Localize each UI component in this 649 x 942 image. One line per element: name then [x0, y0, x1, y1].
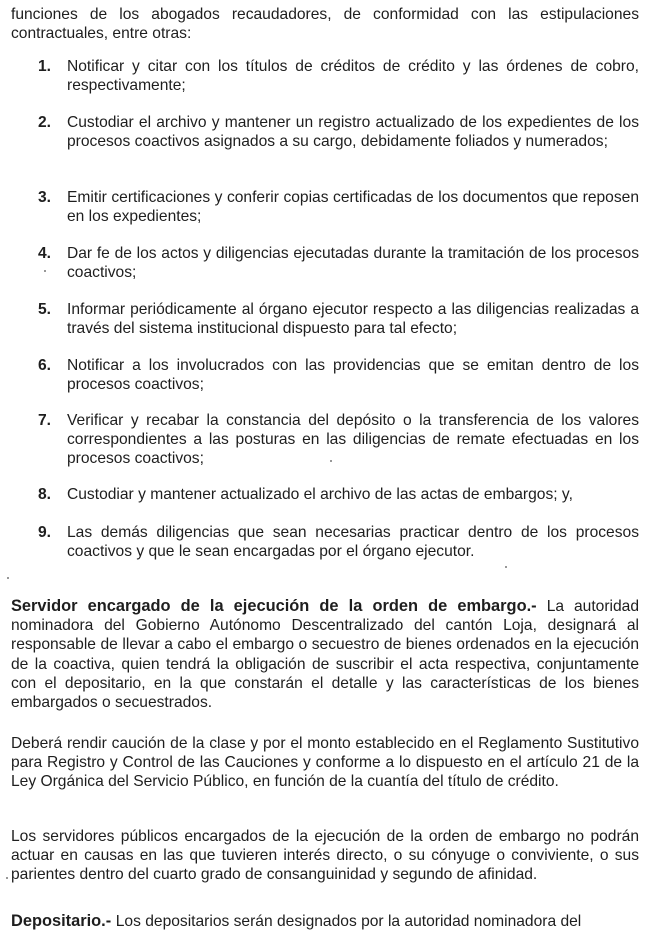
list-item-text: Emitir certificaciones y conferir copias certificadas de los documentos que reposen en los expedientes; — [67, 189, 639, 226]
list-item — [38, 485, 639, 504]
list-item-number: 5. — [38, 301, 52, 318]
list-item-number: 2. — [38, 114, 52, 131]
servidor-body: La autoridad nominadora del Gobierno Autónomo Descentralizado del cantón Loja, designará al responsable de llevar a cabo el embargo o secuestro de bienes ordenados en la ejecución de la coactiva, quien tendrá la obligación de suscribir el acta respectiva, conjuntamente con el depositario, en la que constarán el detalle y las características de los bienes embargados o secuestrados. — [11, 598, 640, 712]
list-item-text: Verificar y recabar la constancia del depósito o la transferencia de los valores correspondientes a las posturas en las diligencias de remate efectuadas en los procesos coactivos; — [67, 412, 639, 468]
list-item — [38, 244, 639, 282]
list-item-number: 4. — [38, 245, 52, 262]
list-item-text: Custodiar y mantener actualizado el archivo de las actas de embargos; y, — [67, 486, 573, 503]
list-item-text: Las demás diligencias que sean necesarias practicar dentro de los procesos coactivos y que le sean encargadas por el órgano ejecutor. — [67, 524, 639, 561]
intro-paragraph: funciones de los abogados recaudadores, de conformidad con las estipulaciones contractuales, entre otras: — [11, 6, 639, 43]
depositario-paragraph — [11, 912, 639, 931]
list-item-number: 3. — [38, 189, 52, 206]
servidores-publicos-paragraph: Los servidores públicos encargados de la ejecución de la orden de embargo no podrán actuar en causas en las que tuvieren interés directo, o su cónyuge o conviviente, o sus parientes dentro del cuarto grado de consanguinidad y segundo de afinidad. — [11, 828, 639, 884]
list-item-text: Custodiar el archivo y mantener un registro actualizado de los expedientes de los procesos coactivos asignados a su cargo, debidamente foliados y numerados; — [67, 114, 639, 151]
list-item — [38, 523, 639, 561]
list-item — [38, 57, 639, 95]
list-item-text: Dar fe de los actos y diligencias ejecutadas durante la tramitación de los procesos coactivos; — [67, 245, 639, 282]
list-item — [38, 188, 639, 226]
list-item-text: Notificar a los involucrados con las providencias que se emitan dentro de los procesos coactivos; — [67, 357, 639, 394]
depositario-heading: Depositario — [11, 912, 102, 930]
servidor-paragraph — [11, 597, 639, 712]
list-item-number: 9. — [38, 524, 52, 541]
scan-speck — [44, 270, 46, 272]
list-item-number: 6. — [38, 357, 52, 374]
list-item — [38, 356, 639, 394]
list-item-number: 1. — [38, 58, 52, 75]
list-item — [38, 411, 639, 469]
servidor-heading: Servidor encargado de la ejecución de la orden de embargo — [11, 597, 527, 615]
scan-speck — [505, 566, 507, 568]
list-item-number: 7. — [38, 412, 52, 429]
scan-speck — [6, 877, 8, 879]
scan-speck — [330, 460, 332, 462]
depositario-body: Los depositarios serán designados por la autoridad nominadora del — [115, 913, 582, 930]
list-item-text: Informar periódicamente al órgano ejecutor respecto a las diligencias realizadas a través del sistema institucional dispuesto para tal efecto; — [67, 301, 639, 338]
list-item — [38, 300, 639, 338]
scan-speck — [7, 577, 9, 579]
depositario-heading-separator: .- — [101, 912, 116, 930]
list-item-text: Notificar y citar con los títulos de créditos de crédito y las órdenes de cobro, respectivamente; — [67, 58, 639, 95]
list-item — [38, 113, 639, 151]
caucion-paragraph: Deberá rendir caución de la clase y por el monto establecido en el Reglamento Sustitutivo para Registro y Control de las Cauciones y conforme a lo dispuesto en el artículo 21 de la Ley Orgánica del Servicio Público, en función de la cuantía del título de crédito. — [11, 735, 639, 791]
servidor-heading-separator: .- — [526, 597, 547, 615]
list-item-number: 8. — [38, 486, 52, 503]
